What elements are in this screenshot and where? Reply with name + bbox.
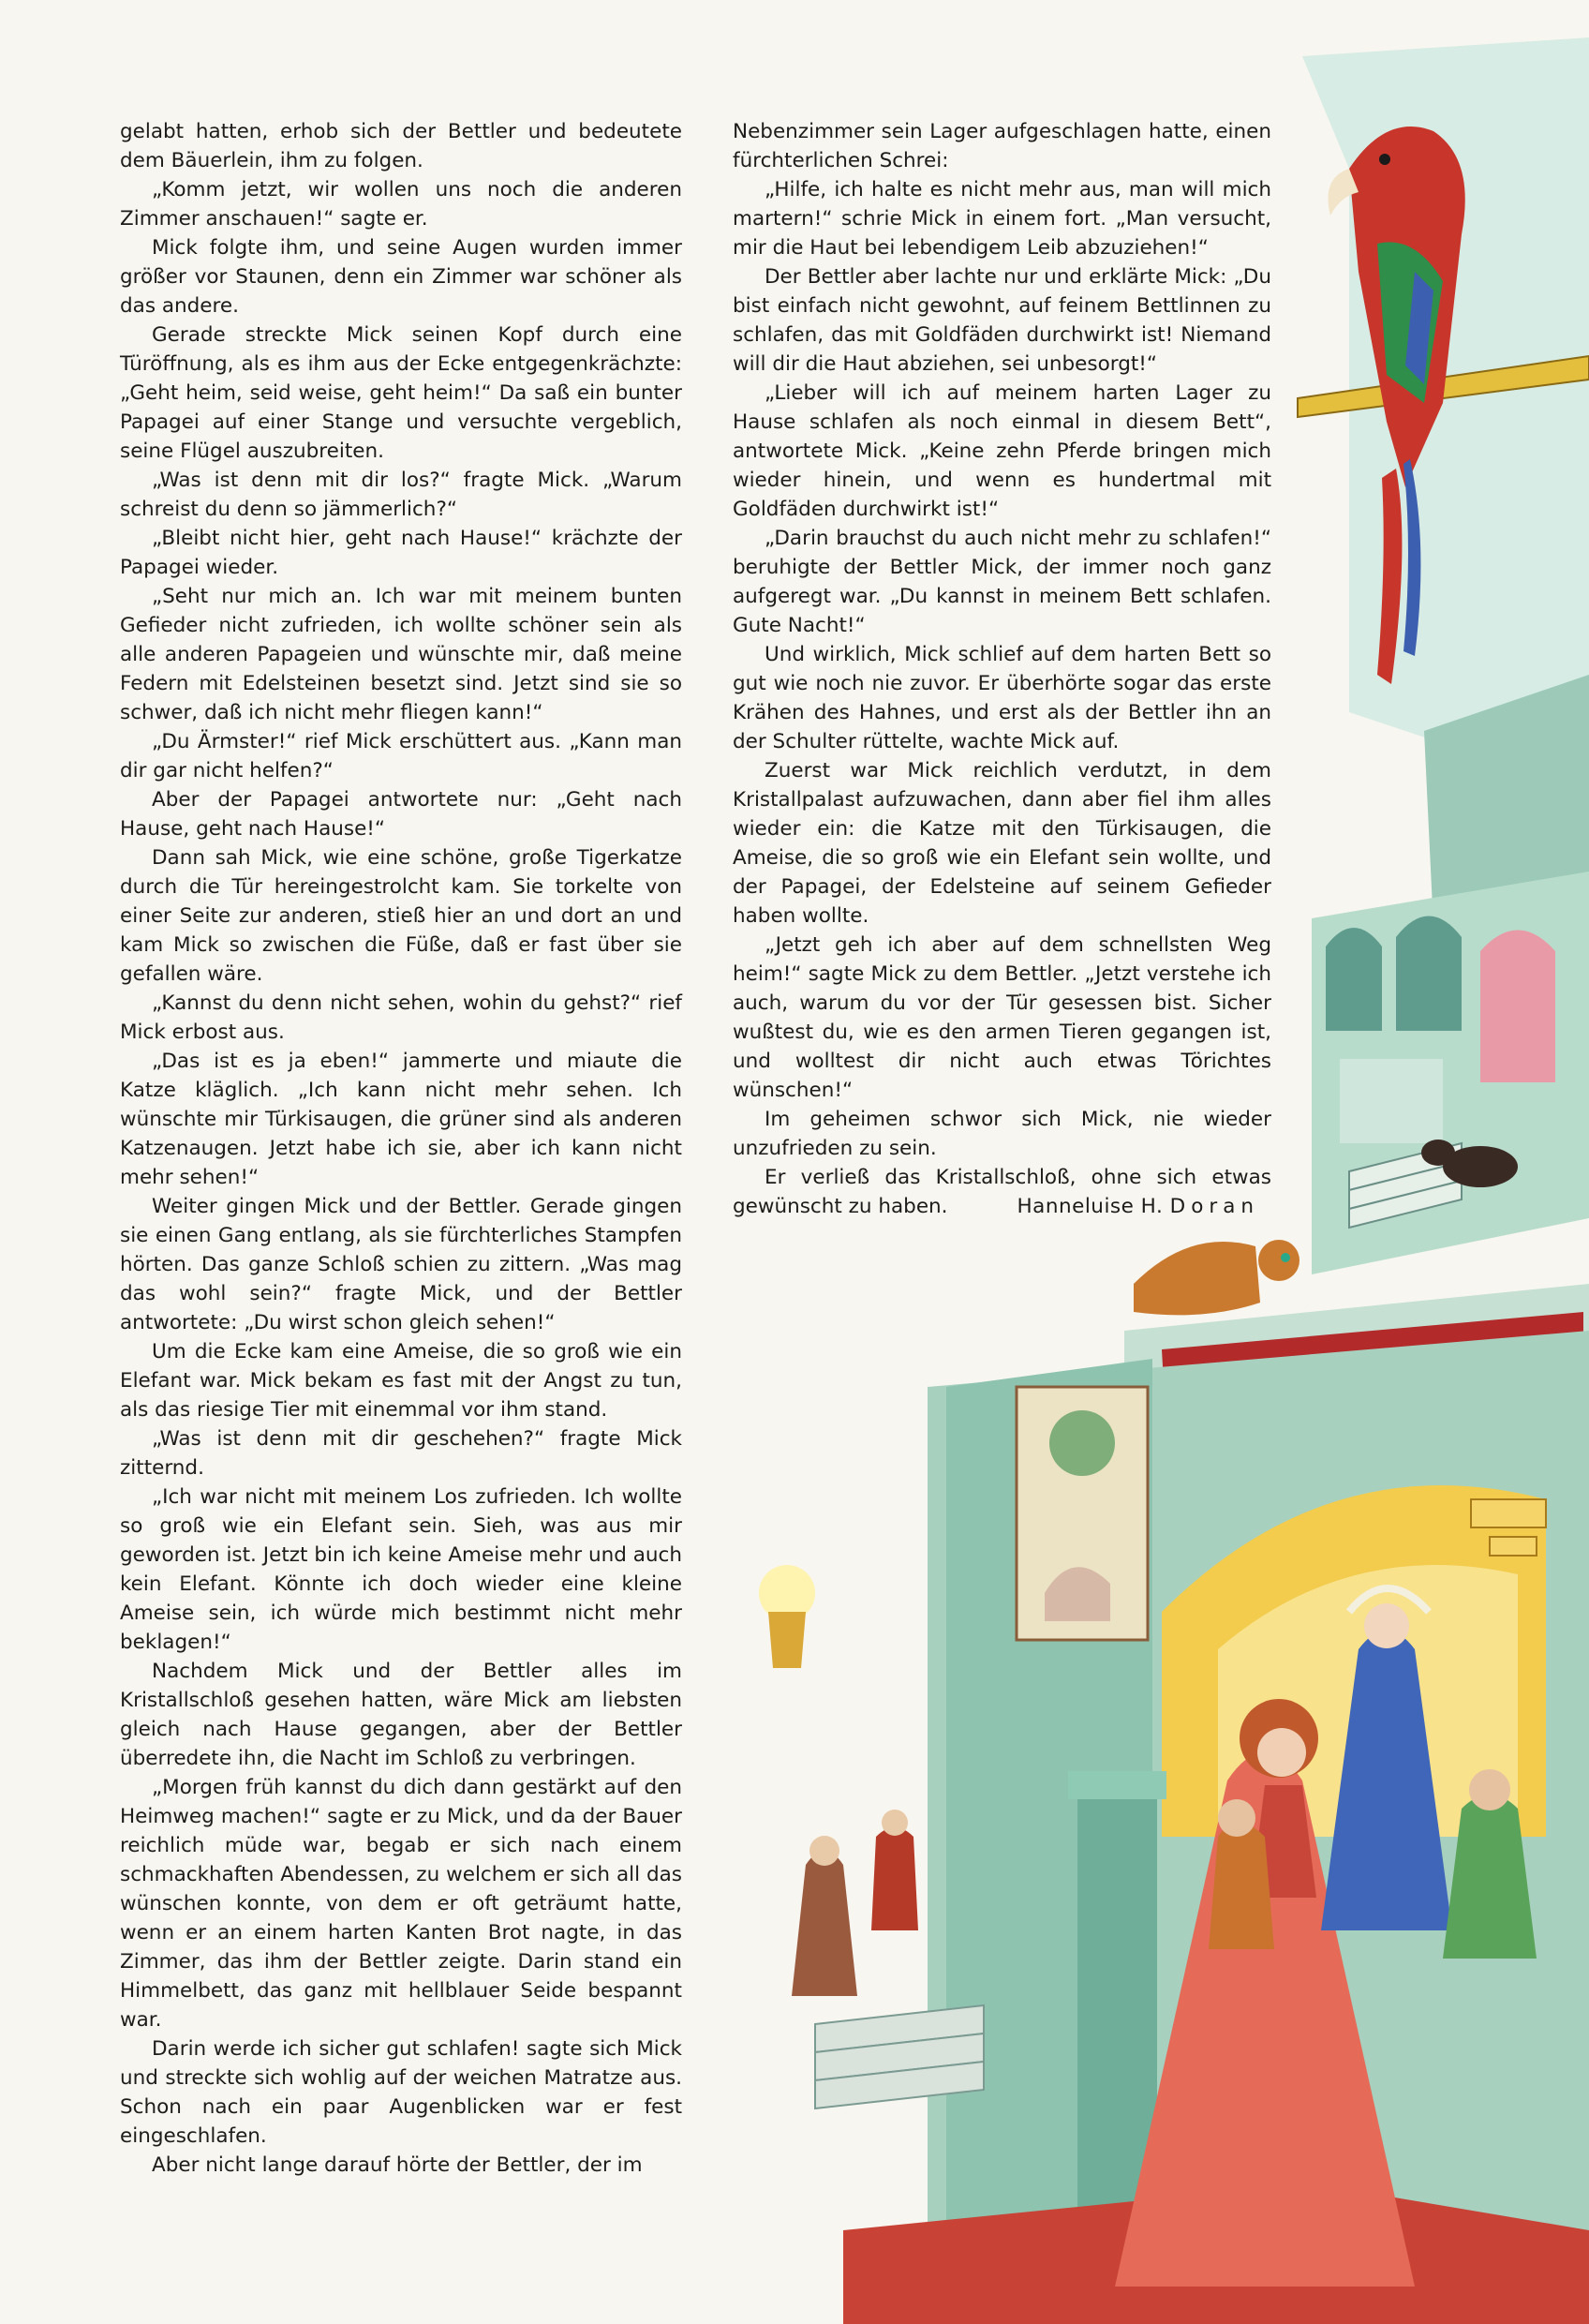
paragraph: „Jetzt geh ich aber auf dem schnellsten Weg heim!“ sagte Mick zu dem Bettler. „Jetzt verstehe ich auch, warum du vor der Tür gesessen bist. Sicher wußtest du, wie es den armen Tieren gegangen ist, und wolltest dir nicht auch etwas Törichtes wünschen!“ — [733, 933, 1271, 1102]
paragraph: „Du Ärmster!“ rief Mick erschüttert aus. „Kann man dir gar nicht helfen?“ — [120, 730, 682, 782]
paragraph: Weiter gingen Mick und der Bettler. Gerade gingen sie einen Gang entlang, als sie fürchterliches Stampfen hörten. Das ganze Schloß schien zu zittern. „Was mag das wohl sein?“ fragte Mick, und der Bettler antwortete: „Du wirst schon gleich sehen!“ — [120, 1195, 682, 1334]
paragraph: Aber nicht lange darauf hörte der Bettler, der im — [152, 2153, 643, 2177]
paragraph: „Das ist es ja eben!“ jammerte und miaute die Katze kläglich. „Ich kann nicht mehr sehen. Ich wünschte mir Türkisaugen, die grüner sind als anderen Katzenaugen. Jetzt habe ich sie, aber ich kann nicht mehr sehen!“ — [120, 1050, 682, 1189]
final-sentence: Er verließ das Kristallschloß, ohne sich etwas gewünscht zu haben. — [733, 1166, 1271, 1218]
author-surname: Doran — [1169, 1195, 1260, 1218]
paragraph: „Hilfe, ich halte es nicht mehr aus, man will mich martern!“ schrie Mick in einem fort. „Man versucht, mir die Haut bei lebendigem Leib abzuziehen!“ — [733, 178, 1271, 260]
paragraph-final — [733, 1163, 1271, 1221]
paragraph: Um die Ecke kam eine Ameise, die so groß wie ein Elefant war. Mick bekam es fast mit der Angst zu tun, als das riesige Tier mit einemmal vor ihm stand. — [120, 1340, 682, 1422]
paragraph: Darin werde ich sicher gut schlafen! sagte sich Mick und streckte sich wohlig auf der weichen Matratze aus. Schon nach ein paar Augenblicken war er fest eingeschlafen. — [120, 2037, 682, 2148]
paragraph: „Was ist denn mit dir los?“ fragte Mick. „Warum schreist du denn so jämmerlich?“ — [120, 469, 682, 521]
author-first-name: Hanneluise H. — [1017, 1195, 1164, 1218]
paragraph: Und wirklich, Mick schlief auf dem harten Bett so gut wie noch nie zuvor. Er überhörte sogar das erste Krähen des Hahnes, und erst als der Bettler ihn an der Schulter rüttelte, wachte Mick auf. — [733, 643, 1271, 753]
paragraph: Aber der Papagei antwortete nur: „Geht nach Hause, geht nach Hause!“ — [120, 788, 682, 841]
paragraph: Nebenzimmer sein Lager aufgeschlagen hatte, einen fürchterlichen Schrei: — [733, 120, 1271, 172]
paragraph: „Darin brauchst du auch nicht mehr zu schlafen!“ beruhigte der Bettler Mick, der immer noch ganz aufgeregt war. „Du kannst in meinem Bett schlafen. Gute Nacht!“ — [733, 527, 1271, 637]
paragraph: Im geheimen schwor sich Mick, nie wieder unzufrieden zu sein. — [733, 1108, 1271, 1160]
author-signature — [986, 1192, 1260, 1221]
paragraph: „Komm jetzt, wir wollen uns noch die anderen Zimmer anschauen!“ sagte er. — [120, 178, 682, 231]
paragraph: Zuerst war Mick reichlich verdutzt, in dem Kristallpalast aufzuwachen, dann aber fiel ihm alles wieder ein: die Katze mit den Türkisaugen, die Ameise, die so groß wie ein Elefant sein wollte, und der Papagei, der Edelsteine auf seinem Gefieder haben wollte. — [733, 759, 1271, 928]
paragraph: „Bleibt nicht hier, geht nach Hause!“ krächzte der Papagei wieder. — [120, 527, 682, 579]
text-column-right — [733, 117, 1271, 1221]
paragraph: „Was ist denn mit dir geschehen?“ fragte Mick zitternd. — [120, 1427, 682, 1480]
paragraph: Nachdem Mick und der Bettler alles im Kristallschloß gesehen hatten, wäre Mick am liebsten gleich nach Hause gegangen, aber der Bettler überredete ihn, die Nacht im Schloß zu verbringen. — [120, 1660, 682, 1770]
paragraph: „Morgen früh kannst du dich dann gestärkt auf den Heimweg machen!“ sagte er zu Mick, und da der Bauer reichlich müde war, begab er sich nach einem schmackhaften Abendessen, zu welchem er sich all das wünschen konnte, von dem er oft geträumt hatte, wenn er an einem harten Kanten Brot nagte, in das Zimmer, das ihm der Bettler zeigte. Darin stand ein Himmelbett, das ganz mit hellblauer Seide bespannt war. — [120, 1776, 682, 2032]
paragraph: gelabt hatten, erhob sich der Bettler und bedeutete dem Bäuerlein, ihm zu folgen. — [120, 120, 682, 172]
paragraph: Gerade streckte Mick seinen Kopf durch eine Türöffnung, als es ihm aus der Ecke entgegenkrächzte: „Geht heim, seid weise, geht heim!“ Da saß ein bunter Papagei auf einer Stange und versuchte vergeblich, seine Flügel auszubreiten. — [120, 323, 682, 463]
paragraph: Der Bettler aber lachte nur und erklärte Mick: „Du bist einfach nicht gewohnt, auf feinem Bettlinnen zu schlafen, das mit Goldfäden durchwirkt ist! Niemand will dir die Haut abziehen, sei unbesorgt!“ — [733, 265, 1271, 376]
paragraph: Dann sah Mick, wie eine schöne, große Tigerkatze durch die Tür hereingestrolcht kam. Sie torkelte von einer Seite zur anderen, stieß hier an und dort an und kam Mick so zwischen die Füße, daß er fast über sie gefallen wäre. — [120, 846, 682, 986]
paragraph: „Seht nur mich an. Ich war mit meinem bunten Gefieder nicht zufrieden, ich wollte schöner sein als alle anderen Papageien und wünschte mir, daß meine Federn mit Edelsteinen besetzt sind. Jetzt sind sie so schwer, daß ich nicht mehr fliegen kann!“ — [120, 585, 682, 724]
text-column-left — [120, 117, 682, 2180]
paragraph: „Lieber will ich auf meinem harten Lager zu Hause schlafen als noch einmal in diesem Bett“, antwortete Mick. „Keine zehn Pferde bringen mich wieder hinein, und wenn es hundertmal mit Goldfäden durchwirkt ist!“ — [733, 381, 1271, 521]
paragraph: Mick folgte ihm, und seine Augen wurden immer größer vor Staunen, denn ein Zimmer war schöner als das andere. — [120, 236, 682, 318]
paragraph: „Kannst du denn nicht sehen, wohin du gehst?“ rief Mick erbost aus. — [120, 991, 682, 1044]
paragraph: „Ich war nicht mit meinem Los zufrieden. Ich wollte so groß wie ein Elefant sein. Sieh, was aus mir geworden ist. Jetzt bin ich keine Ameise mehr und auch kein Elefant. Könnte ich doch wieder eine kleine Ameise sein, ich würde mich bestimmt nicht mehr beklagen!“ — [120, 1485, 682, 1654]
